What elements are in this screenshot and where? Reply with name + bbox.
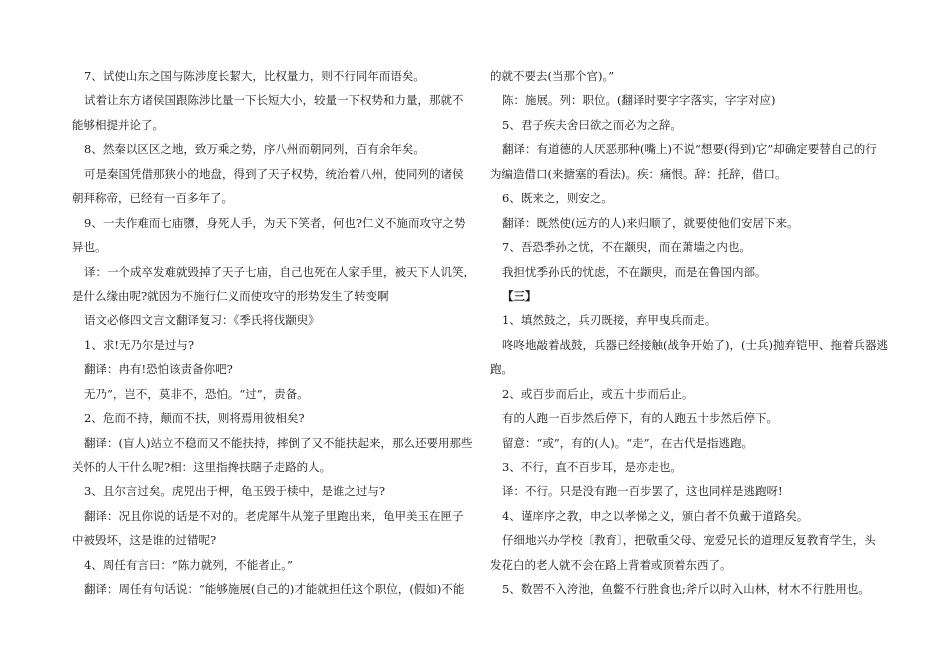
right-column bbox=[490, 64, 888, 602]
text-line: 可是秦国凭借那狭小的地盘，得到了天子权势，统治着八州，使同列的诸侯 bbox=[84, 166, 464, 181]
text-line: 4、谨庠序之教，申之以孝悌之义，颁白者不负戴于道路矣。 bbox=[502, 508, 809, 523]
text-line: 翻译：既然使(远方的人)来归顺了，就要使他们安居下来。 bbox=[502, 215, 799, 230]
text-line: 语文必修四文言文翻译复习：《季氏将伐颛臾》 bbox=[84, 313, 320, 328]
text-line: 5、君子疾夫舍曰欲之而必为之辞。 bbox=[502, 117, 682, 132]
left-column bbox=[72, 64, 475, 602]
text-line: 跑。 bbox=[490, 362, 513, 377]
text-line: 7、试使山东之国与陈涉度长絜大，比权量力，则不行同年而语矣。 bbox=[84, 69, 425, 83]
text-line: 中被毁坏，这是谁的过错呢? bbox=[72, 533, 217, 548]
text-line: 是什么缘由呢?就因为不施行仁义而使攻守的形势发生了转变啊 bbox=[72, 288, 389, 303]
text-line: 1、填然鼓之，兵刃既接，弃甲曳兵而走。 bbox=[502, 313, 717, 328]
text-line: 关怀的人干什么呢?相：这里指搀扶瞎子走路的人。 bbox=[72, 460, 332, 474]
text-line: 1、求!无乃尔是过与? bbox=[84, 337, 195, 352]
text-line: 2、或百步而后止，或五十步而后止。 bbox=[502, 386, 694, 401]
text-line: 试着让东方诸侯国跟陈涉比量一下长短大小，较量一下权势和力量，那就不 bbox=[84, 93, 464, 108]
text-line: 为编造借口(来搪塞的看法)。疾：痛恨。辞：托辞，借口。 bbox=[490, 166, 787, 181]
text-line: 翻译：(盲人)站立不稳而又不能扶持，摔倒了又不能扶起来，那么还要用那些 bbox=[84, 435, 473, 450]
text-line: 发花白的老人就不会在路上背着或顶着东西了。 bbox=[490, 557, 732, 572]
text-line: 朝拜称帝，已经有一百多年了。 bbox=[72, 191, 233, 206]
text-line: 咚咚地敲着战鼓，兵器已经接触(战争开始了)，(士兵)抛弃铠甲、拖着兵器逃 bbox=[502, 337, 888, 352]
text-line: 译：不行。只是没有跑一百步罢了，这也同样是逃跑呀! bbox=[502, 484, 783, 499]
text-line: 陈：施展。列：职位。(翻译时要字字落实，字字对应) bbox=[502, 93, 776, 108]
text-line: 8、然秦以区区之地，致万乘之势，序八州而朝同列，百有余年矣。 bbox=[84, 142, 425, 157]
text-line: 【三】 bbox=[502, 288, 537, 303]
text-line: 能够相提并论了。 bbox=[72, 117, 164, 132]
text-line: 5、数罟不入洿池，鱼鳖不行胜食也;斧斤以时入山林，材木不行胜用也。 bbox=[502, 582, 870, 597]
text-line: 翻译：周任有句话说：“能够施展(自己的)才能就担任这个职位，(假如)不能 bbox=[84, 582, 465, 597]
text-line: 我担忧季孙氏的忧虑，不在颛臾，而是在鲁国内部。 bbox=[502, 264, 767, 279]
text-line: 译：一个成卒发难就毁掉了天子七庙，自己也死在人家手里，被天下人讥笑， bbox=[84, 264, 475, 279]
text-line: 翻译：有道德的人厌恶那种(嘴上)不说“想要(得到)它”却确定要替自己的行 bbox=[502, 142, 877, 157]
text-line: 的就不要去(当那个官)。” bbox=[490, 69, 615, 83]
text-line: 留意：“或”，有的(人)。“走”，在古代是指逃跑。 bbox=[502, 435, 753, 450]
text-line: 翻译：冉有!恐怕该责备你吧? bbox=[84, 362, 233, 377]
text-line: 3、不行，直不百步耳，是亦走也。 bbox=[502, 460, 682, 474]
text-line: 异也。 bbox=[72, 240, 107, 255]
text-line: 9、一夫作难而七庙隳，身死人手，为天下笑者，何也?仁义不施而攻守之势 bbox=[84, 215, 466, 230]
text-line: 无乃”，岂不，莫非不，恐怕。“过”，责备。 bbox=[84, 386, 309, 401]
text-line: 6、既来之，则安之。 bbox=[502, 191, 613, 206]
text-line: 7、吾恐季孙之忧，不在颛臾，而在萧墙之内也。 bbox=[502, 240, 751, 255]
text-line: 4、周任有言曰：“陈力就列，不能者止。” bbox=[84, 557, 293, 572]
text-line: 有的人跑一百步然后停下，有的人跑五十步然后停下。 bbox=[502, 411, 778, 426]
text-line: 翻译：况且你说的话是不对的。老虎犀牛从笼子里跑出来，龟甲美玉在匣子 bbox=[84, 508, 464, 523]
text-line: 2、危而不持，颠而不扶，则将焉用彼相矣? bbox=[84, 411, 305, 426]
text-line: 仔细地兴办学校〔教育〕，把敬重父母、宠爱兄长的道理反复教育学生，头 bbox=[502, 533, 876, 548]
text-line: 3、且尔言过矣。虎兕出于柙，龟玉毁于椟中，是谁之过与? bbox=[84, 484, 385, 499]
